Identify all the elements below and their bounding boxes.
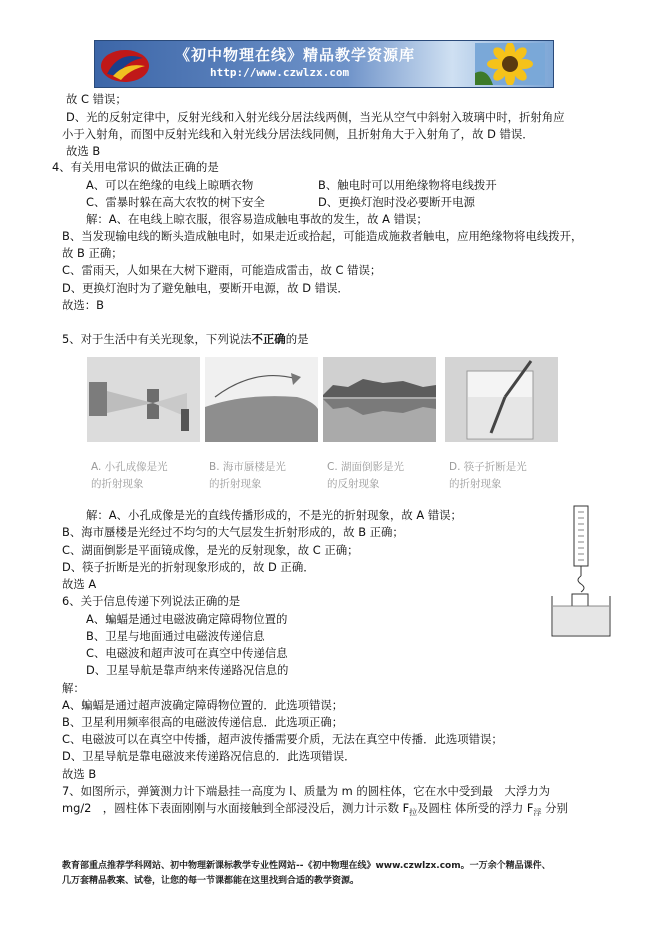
figure-a <box>87 357 200 499</box>
solution-label: 解： <box>62 681 85 695</box>
mirage-image <box>205 357 318 442</box>
answer-choice: 故选 A <box>62 577 97 591</box>
figure-caption: B. 海市蜃楼是光 的折射现象 <box>209 461 286 490</box>
question-6: 6、关于信息传递下列说法正确的是 <box>62 594 241 608</box>
banner-title: 《初中物理在线》精品教学资源库 <box>175 46 416 64</box>
question-7-cont: mg/2 ，圆柱体下表面刚刚与水面接触到全部浸没后，测力计示数 $F_拉$及圆柱 体所受的浮力 $F_浮$ 分别 <box>62 801 568 817</box>
spring-scale-diagram <box>550 502 620 642</box>
bent-chopstick-image <box>445 357 558 442</box>
option-b: B、触电时可以用绝缘物将电线拨开 <box>318 178 497 192</box>
pinhole-camera-image <box>87 357 200 442</box>
solution-line: C、电磁波可以在真空中传播，超声波传播需要介质，无法在真空中传播．此选项错误； <box>62 732 503 746</box>
figure-b <box>205 357 318 499</box>
solution-line: B、海市蜃楼是光经过不均匀的大气层发生折射形成的，故 B 正确； <box>62 525 404 539</box>
solution-line: 解：A、小孔成像是光的直线传播形成的，不是光的折射现象，故 A 错误； <box>86 508 462 522</box>
solution-line: B、卫星利用频率很高的电磁波传递信息．此选项正确； <box>62 715 344 729</box>
question-4: 4、有关用电常识的做法正确的是 <box>52 160 219 174</box>
solution-line: A、蝙蝠是通过超声波确定障碍物位置的．此选项错误； <box>62 698 344 712</box>
option-d: D、卫星导航是靠声纳来传递路况信息的 <box>86 663 289 677</box>
solution-line: B、当发现输电线的断头造成触电时，如果走近或拾起，可能造成施救者触电，应用绝缘物将电线拨开， <box>62 229 583 243</box>
answer-line: 故 C 错误； <box>66 92 127 106</box>
question-5: 5、对于生活中有关光现象，下列说法不正确的是 <box>62 332 309 346</box>
option-b: B、卫星与地面通过电磁波传递信息 <box>86 629 265 643</box>
figure-caption: C. 湖面倒影是光 的反射现象 <box>327 461 405 490</box>
option-c: C、电磁波和超声波可在真空中传递信息 <box>86 646 288 660</box>
answer-choice: 故选 B <box>62 767 97 781</box>
option-a: A、蝙蝠是通过电磁波确定障碍物位置的 <box>86 612 288 626</box>
sunflower-icon <box>475 43 545 85</box>
solution-line: 故 B 正确； <box>62 246 123 260</box>
answer-line: 故选 B <box>66 144 101 158</box>
header-banner <box>94 40 554 88</box>
option-d: D、更换灯泡时没必要断开电源 <box>318 195 475 209</box>
answer-line: D、光的反射定律中，反射光线和入射光线分居法线两侧，当光从空气中斜射入玻璃中时，折射角应 <box>66 110 565 124</box>
footer-line: 几万套精品教案、试卷，让您的每一节课都能在这里找到合适的教学资源。 <box>62 876 360 886</box>
option-a: A、可以在绝缘的电线上晾晒衣物 <box>86 178 254 192</box>
banner-url[interactable]: http://www.czwlzx.com <box>210 66 350 79</box>
emphasis-text: 不正确 <box>251 332 286 346</box>
option-c: C、雷暴时躲在高大农牧的树下安全 <box>86 195 265 209</box>
footer-line: 教育部重点推荐学科网站、初中物理新课标教学专业性网站--《初中物理在线》www.czwlzx.com。一万余个精品课件、 <box>62 861 551 871</box>
answer-choice: 故选：B <box>62 298 104 312</box>
answer-line: 小于入射角，而图中反射光线和入射光线分居法线同侧，且折射角大于入射角了，故 D 错误． <box>62 127 534 141</box>
figure-d <box>445 357 558 499</box>
figure-c <box>323 357 436 499</box>
solution-line: D、更换灯泡时为了避免触电，要断开电源，故 D 错误． <box>62 281 349 295</box>
figure-caption: A. 小孔成像是光 的折射现象 <box>91 461 168 490</box>
solution-line: C、湖面倒影是平面镜成像，是光的反射现象，故 C 正确； <box>62 543 359 557</box>
solution-line: D、卫星导航是靠电磁波来传递路况信息的．此选项错误． <box>62 749 356 763</box>
solution-line: D、筷子折断是光的折射现象形成的，故 D 正确． <box>62 560 315 574</box>
lake-reflection-image <box>323 357 436 442</box>
figure-caption: D. 筷子折断是光 的折射现象 <box>449 461 527 490</box>
site-logo-icon <box>99 44 151 84</box>
question-7: 7、如图所示，弹簧测力计下端悬挂一高度为 l、质量为 m 的圆柱体，它在水中受到最 大浮力为 <box>62 784 550 798</box>
solution-line: 解：A、在电线上晾衣服，很容易造成触电事故的发生，故 A 错误； <box>86 212 428 226</box>
solution-line: C、雷雨天，人如果在大树下避雨，可能造成雷击，故 C 错误； <box>62 263 382 277</box>
